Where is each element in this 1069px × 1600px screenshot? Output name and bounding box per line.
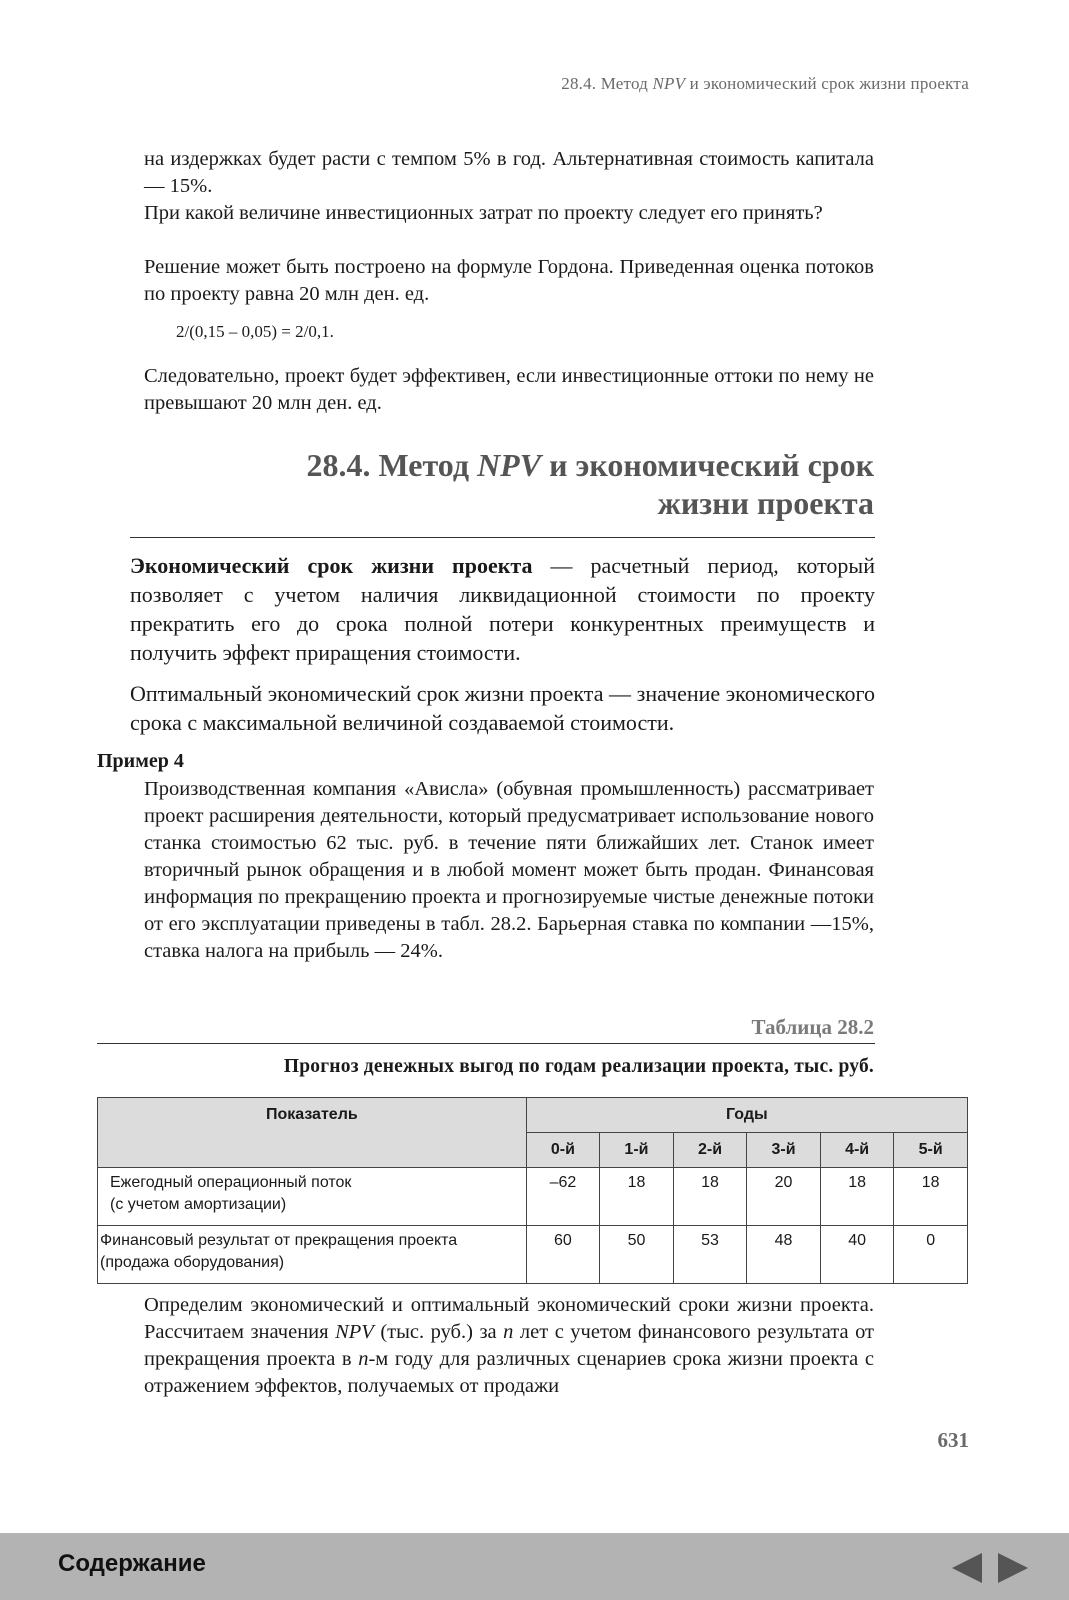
intro-paragraph-1: на издержках будет расти с темпом 5% в год. Альтернативная стоимость капитала — 15%. <box>144 148 874 197</box>
header-year: 2-й <box>673 1133 747 1168</box>
forecast-table <box>97 1097 968 1284</box>
page-number: 631 <box>937 1428 969 1452</box>
header-year: 1-й <box>600 1133 674 1168</box>
conclusion-n: n <box>358 1348 369 1370</box>
table-cell: 18 <box>820 1168 894 1226</box>
previous-page-icon[interactable] <box>952 1553 982 1583</box>
row-label: Ежегодный операционный поток (с учетом амортизации) <box>98 1168 527 1226</box>
gordon-formula: 2/(0,15 – 0,05) = 2/0,1. <box>176 322 334 341</box>
section-heading: 28.4. Метод NPV и экономический срок жизни проекта <box>306 447 874 521</box>
conclusion-npv: NPV <box>335 1321 374 1343</box>
row-label: Финансовый результат от прекращения проекта (продажа оборудования) <box>98 1226 527 1284</box>
table-cell: 20 <box>747 1168 821 1226</box>
conclusion-n: n <box>503 1321 514 1343</box>
table-cell: 18 <box>673 1168 747 1226</box>
table-cell: 0 <box>894 1226 968 1284</box>
table-number: Таблица 28.2 <box>751 1015 874 1039</box>
table-row <box>98 1168 968 1226</box>
table-row <box>98 1226 968 1284</box>
section-heading-npv: NPV <box>477 447 542 483</box>
header-year: 4-й <box>820 1133 894 1168</box>
intro-conclusion: Следовательно, проект будет эффективен, если инвестиционные оттоки по нему не превышают 20 млн ден. ед. <box>144 365 874 414</box>
example-body: Производственная компания «Авислa» (обувная промышленность) рассматривает проект расширения деятельности, который предусматривает использование нового станка стоимостью 62 тыс. руб. в течение пяти ближайших лет. Станок имеет вторичный рынок обращения и в любой момент может быть продан. Финансовая информация по прекращению проекта и прогнозируемые чистые денежные потоки от его эксплуатации приведены в табл. 28.2. Барьерная ставка по компании —15%, ставка налога на прибыль — 24%. <box>144 778 874 962</box>
header-indicator: Показатель <box>98 1098 527 1168</box>
definition-optimal-life: Оптимальный экономический срок жизни проекта — значение экономического срока с максимальной величиной создаваемой стоимости. <box>130 681 875 735</box>
conclusion-paragraph: Определим экономический и оптимальный экономический сроки жизни проекта. Рассчитаем значения NPV (тыс. руб.) за n лет с учетом финансового результата от прекращения проекта в n-м году для различных сценариев срока жизни проекта с отражением эффектов, получаемых от продажи <box>144 1294 875 1397</box>
table-of-contents-link[interactable]: Содержание <box>58 1550 206 1577</box>
intro-question: При какой величине инвестиционных затрат по проекту следует его принять? <box>144 202 823 224</box>
definition-economic-life: Экономический срок жизни проекта — расчетный период, который позволяет с учетом наличия ликвидационной стоимости по проекту прекратить его до срока полной потери конкурентных преимуществ и получить эффект приращения стоимости. <box>130 553 875 665</box>
table-cell: 18 <box>600 1168 674 1226</box>
running-header: 28.4. Метод NPV и экономический срок жизни проекта <box>561 74 969 93</box>
table-cell: 40 <box>820 1226 894 1284</box>
table-cell: 50 <box>600 1226 674 1284</box>
definition-term: Экономический срок жизни проекта <box>130 553 533 578</box>
bottom-navigation-bar <box>0 1533 1069 1600</box>
table-divider <box>97 1043 875 1044</box>
heading-divider <box>130 537 875 538</box>
table-cell: 18 <box>894 1168 968 1226</box>
table-title: Прогноз денежных выгод по годам реализации проекта, тыс. руб. <box>283 1056 874 1077</box>
table-cell: 60 <box>526 1226 600 1284</box>
running-header-npv: NPV <box>652 74 686 93</box>
table-cell: 53 <box>673 1226 747 1284</box>
table-cell: 48 <box>747 1226 821 1284</box>
next-page-icon[interactable] <box>998 1553 1028 1583</box>
example-label: Пример 4 <box>97 750 184 772</box>
header-year: 3-й <box>747 1133 821 1168</box>
intro-solution: Решение может быть построено на формуле Гордона. Приведенная оценка потоков по проекту равна 20 млн ден. ед. <box>144 256 874 305</box>
header-year: 0-й <box>526 1133 600 1168</box>
header-year: 5-й <box>894 1133 968 1168</box>
header-years: Годы <box>526 1098 967 1133</box>
table-cell: –62 <box>526 1168 600 1226</box>
